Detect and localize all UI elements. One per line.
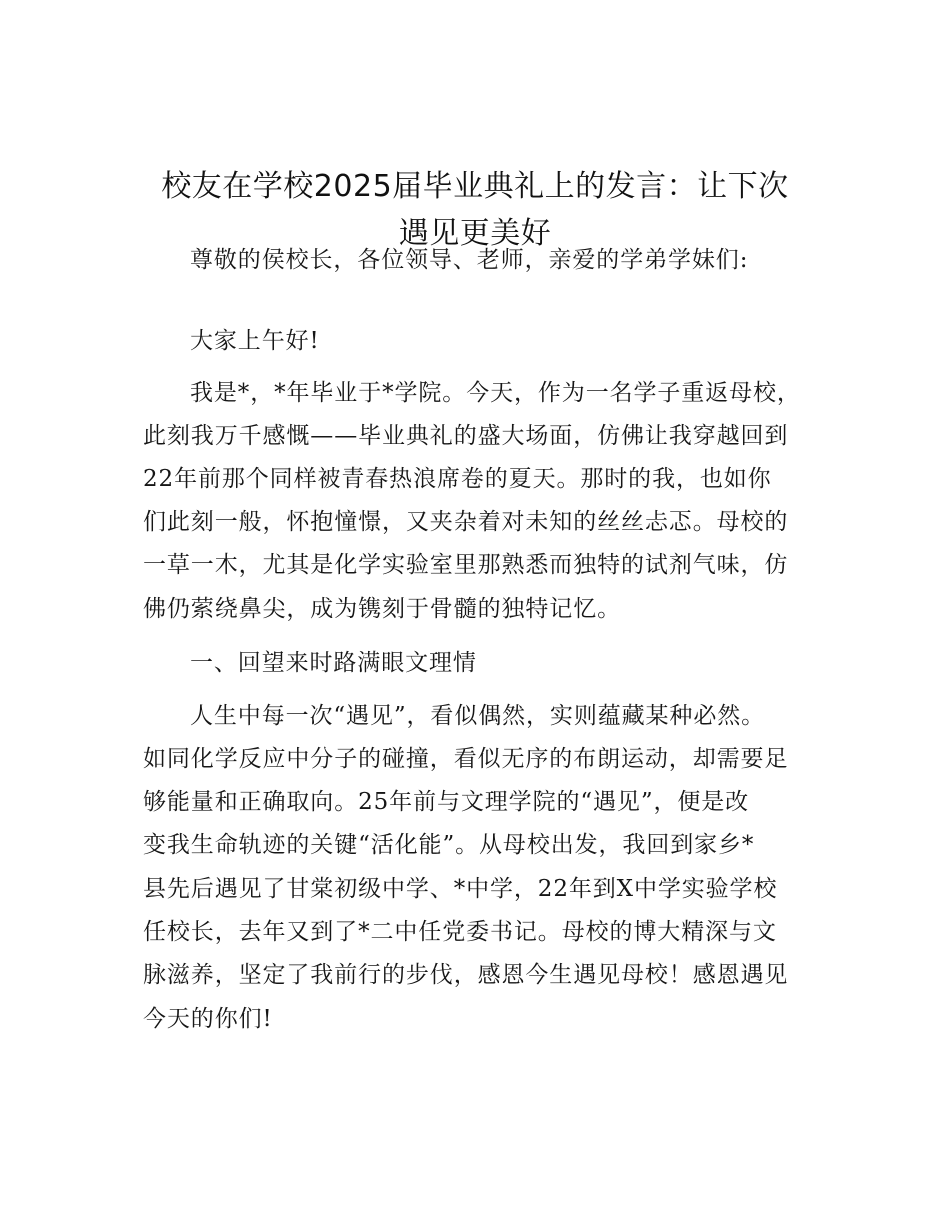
paragraph-line: 县先后遇见了甘棠初级中学、*中学，22年到X中学实验学校 (143, 876, 778, 902)
paragraph-line: 们此刻一般，怀抱憧憬，又夹杂着对未知的丝丝忐忑。母校的 (143, 509, 789, 535)
paragraph-line: 一草一木，尤其是化学实验室里那熟悉而独特的试剂气味，仿 (143, 552, 789, 578)
paragraph-line: 22年前那个同样被青春热浪席卷的夏天。那时的我，也如你 (143, 466, 772, 492)
title-line-2: 遇见更美好 (398, 216, 552, 251)
paragraph-line: 今天的你们! (143, 1006, 273, 1032)
section-heading: 一、回望来时路满眼文理情 (190, 650, 477, 676)
greeting: 大家上午好! (190, 328, 320, 354)
paragraph-line: 任校长，去年又到了*二中任党委书记。母校的博大精深与文 (143, 919, 777, 945)
salutation: 尊敬的侯校长，各位领导、老师，亲爱的学弟学妹们: (190, 247, 749, 273)
paragraph-line: 如同化学反应中分子的碰撞，看似无序的布朗运动，却需要足 (143, 746, 789, 772)
paragraph-line: 佛仍萦绕鼻尖，成为镌刻于骨髓的独特记忆。 (143, 596, 621, 622)
paragraph-line: 此刻我万千感慨——毕业典礼的盛大场面，仿佛让我穿越回到 (143, 423, 789, 449)
title-line-1: 校友在学校2025届毕业典礼上的发言：让下次 (161, 169, 789, 204)
document-title (120, 163, 830, 257)
paragraph-line: 我是*，*年毕业于*学院。今天，作为一名学子重返母校， (190, 380, 801, 406)
paragraph-line: 脉滋养，坚定了我前行的步伐，感恩今生遇见母校！感恩遇见 (143, 962, 789, 988)
paragraph-line: 人生中每一次“遇见”，看似偶然，实则蕴藏某种必然。 (190, 703, 766, 729)
paragraph-line: 够能量和正确取向。25年前与文理学院的“遇见”，便是改 (143, 789, 750, 815)
paragraph-line: 变我生命轨迹的关键“活化能”。从母校出发，我回到家乡* (143, 832, 755, 858)
